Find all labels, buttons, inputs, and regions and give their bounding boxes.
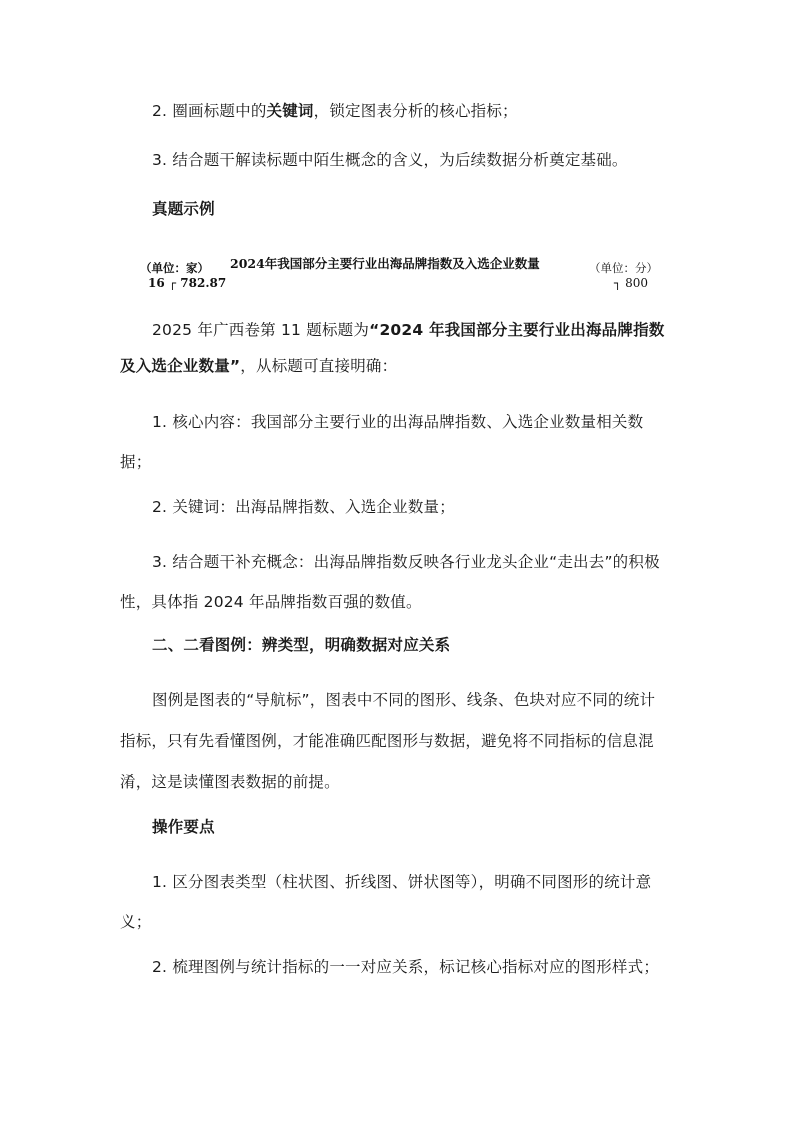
text-segment: ，从标题可直接明确： xyxy=(240,357,398,375)
chart-title-snippet xyxy=(140,252,660,290)
keyword-emphasis: 关键词 xyxy=(266,102,314,120)
paragraph-concept-step: 3. 结合题干解读标题中陌生概念的含义，为后续数据分析奠定基础。 xyxy=(152,151,628,169)
tick-label-right: ┐ 800 xyxy=(614,276,648,290)
unit-label-left: （单位：家） xyxy=(140,261,209,275)
paragraph-keyword-step xyxy=(120,96,668,127)
paragraph-op-2: 2. 梳理图例与统计指标的一一对应关系，标记核心指标对应的图形样式； xyxy=(152,958,660,976)
paragraph-core-content: 1. 核心内容：我国部分主要行业的出海品牌指数、入选企业数量相关数据； xyxy=(120,413,644,471)
section-heading-legend: 二、二看图例：辨类型，明确数据对应关系 xyxy=(152,636,451,654)
text-segment: 2025 年广西卷第 11 题标题为 xyxy=(152,321,370,339)
chart-snippet-title: 2024年我国部分主要行业出海品牌指数及入选企业数量 xyxy=(230,256,540,271)
tick-label-left: 16 ┌ 782.87 xyxy=(148,276,227,290)
paragraph-legend-intro: 图例是图表的“导航标”，图表中不同的图形、线条、色块对应不同的统计指标，只有先看懂图例，才能准确匹配图形与数据，避免将不同指标的信息混淆，这是读懂图表数据的前提。 xyxy=(120,691,656,791)
paragraph-op-1: 1. 区分图表类型（柱状图、折线图、饼状图等），明确不同图形的统计意义； xyxy=(120,873,652,931)
quoted-title: “2024 年我国部分主要行业出海品牌指数及入选企业数量” xyxy=(120,321,665,375)
paragraph-keywords: 2. 关键词：出海品牌指数、入选企业数量； xyxy=(152,498,455,516)
text-segment: ，锁定图表分析的核心指标； xyxy=(313,102,518,120)
paragraph-concept: 3. 结合题干补充概念：出海品牌指数反映各行业龙头企业“走出去”的积极性，具体指 2024 年品牌指数百强的数值。 xyxy=(120,553,660,611)
text-segment: 2. 圈画标题中的 xyxy=(152,102,267,120)
heading-operations: 操作要点 xyxy=(152,818,215,836)
paragraph-example-title xyxy=(120,312,668,384)
unit-label-right: （单位：分） xyxy=(589,261,658,275)
heading-example: 真题示例 xyxy=(152,200,215,218)
